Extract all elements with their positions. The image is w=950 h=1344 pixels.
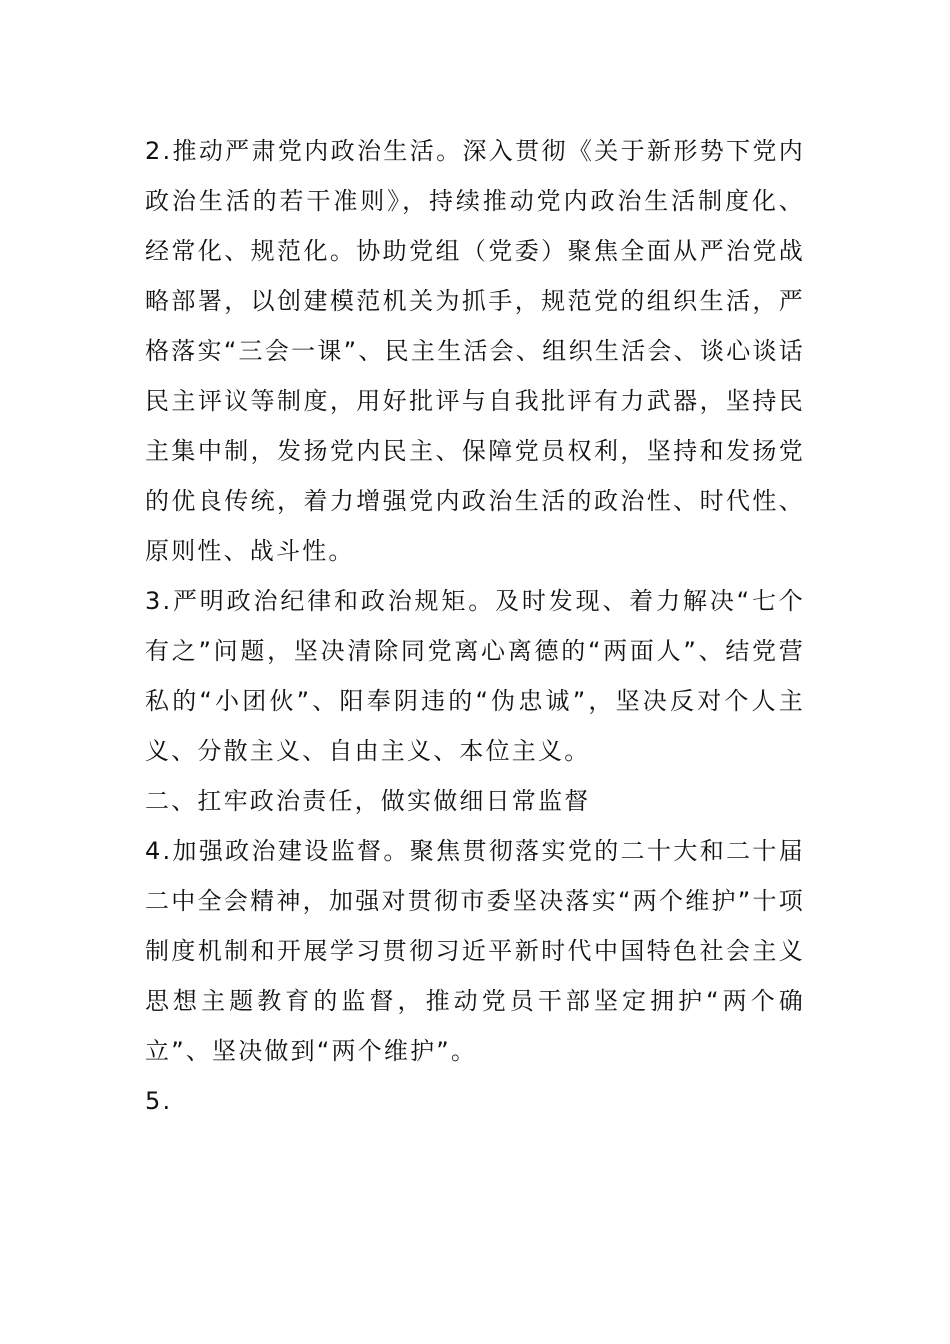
paragraph-5: 5. (145, 1087, 173, 1115)
paragraph-4: 4.加强政治建设监督。聚焦贯彻落实党的二十大和二十届二中全会精神，加强对贯彻市委坚决落实“两个维护”十项制度机制和开展学习贯彻习近平新时代中国特色社会主义思想主题教育的监督，推动党员干部坚定拥护“两个确立”、坚决做到“两个维护”。 (145, 837, 805, 1065)
section-heading-2: 二、扛牢政治责任，做实做细日常监督 (145, 787, 591, 815)
document-body (145, 126, 805, 1126)
paragraph-3: 3.严明政治纪律和政治规矩。及时发现、着力解决“七个有之”问题，坚决清除同党离心离德的“两面人”、结党营私的“小团伙”、阳奉阴违的“伪忠诚”，坚决反对个人主义、分散主义、自由主义、本位主义。 (145, 587, 805, 765)
paragraph-2: 2.推动严肃党内政治生活。深入贯彻《关于新形势下党内政治生活的若干准则》，持续推动党内政治生活制度化、经常化、规范化。协助党组（党委）聚焦全面从严治党战略部署，以创建模范机关为抓手，规范党的组织生活，严格落实“三会一课”、民主生活会、组织生活会、谈心谈话民主评议等制度，用好批评与自我批评有力武器，坚持民主集中制，发扬党内民主、保障党员权利，坚持和发扬党的优良传统，着力增强党内政治生活的政治性、时代性、原则性、战斗性。 (145, 137, 805, 565)
